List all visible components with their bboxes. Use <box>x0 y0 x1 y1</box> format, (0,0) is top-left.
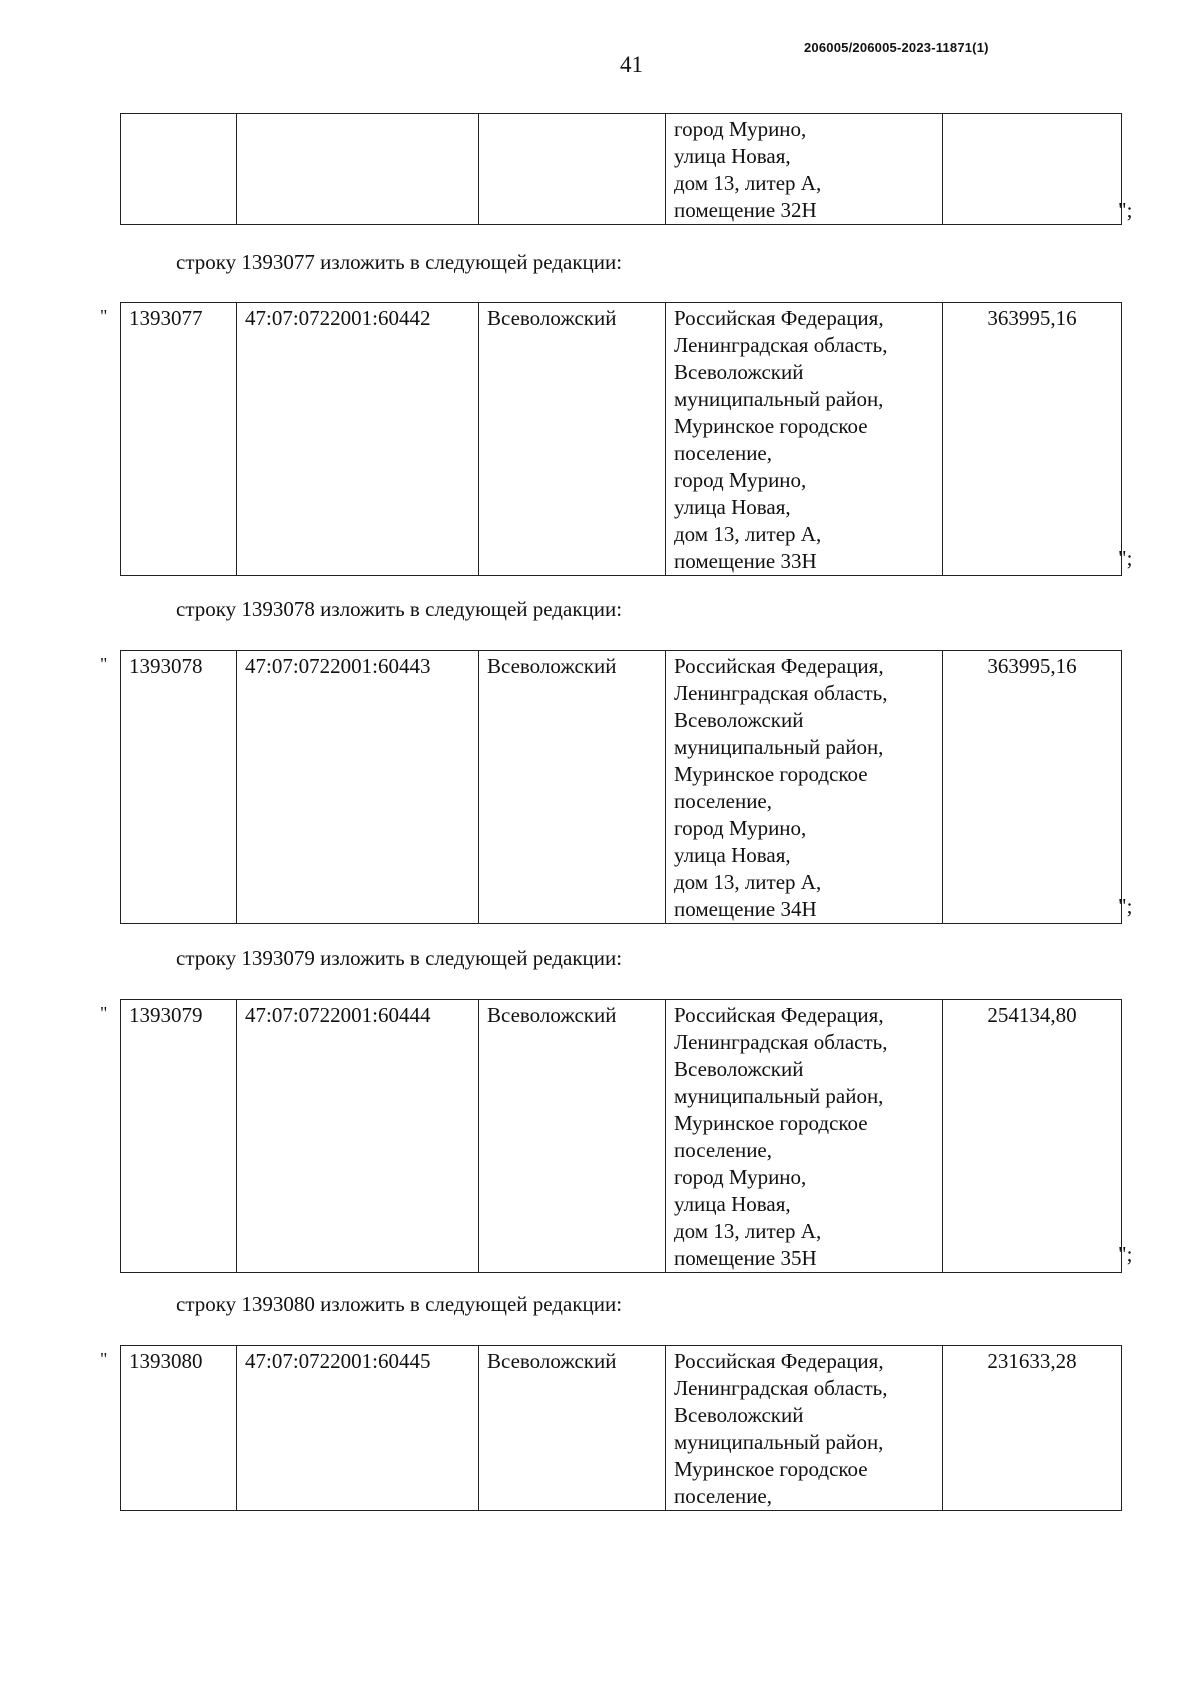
cell-address <box>666 651 943 924</box>
table-row <box>121 651 1122 924</box>
closing-quote: "; <box>1118 1242 1133 1266</box>
address-line: улица Новая, <box>674 144 791 168</box>
closing-quote: "; <box>1118 894 1133 918</box>
cell-value: 363995,16 <box>943 303 1122 576</box>
cell-district: Всеволожский <box>479 651 666 924</box>
address-line: помещение 32Н <box>674 198 817 222</box>
opening-quote: " <box>100 1003 108 1023</box>
instruction-text: строку 1393077 изложить в следующей редакции: <box>176 250 623 274</box>
address-line: муниципальный район, <box>674 387 884 411</box>
instruction-text: строку 1393079 изложить в следующей редакции: <box>176 946 623 970</box>
cell-number: 1393080 <box>121 1346 237 1511</box>
opening-quote: " <box>100 1349 108 1369</box>
address-line: дом 13, литер А, <box>674 870 822 894</box>
cell-district: Всеволожский <box>479 303 666 576</box>
table-entry <box>120 302 1122 576</box>
address-line: Российская Федерация, <box>674 1003 884 1027</box>
cell-address <box>666 1346 943 1511</box>
page-number: 41 <box>620 52 643 77</box>
cell-cadastral: 47:07:0722001:60445 <box>237 1346 479 1511</box>
address-line: Всеволожский <box>674 1057 804 1081</box>
cell-cadastral: 47:07:0722001:60444 <box>237 1000 479 1273</box>
address-line: улица Новая, <box>674 843 791 867</box>
cell-address <box>666 114 943 225</box>
address-line: Ленинградская область, <box>674 1376 888 1400</box>
address-line: Муринское городское <box>674 414 868 438</box>
address-line: поселение, <box>674 1484 773 1508</box>
address-line: Всеволожский <box>674 708 804 732</box>
address-line: Российская Федерация, <box>674 654 884 678</box>
cell-address <box>666 1000 943 1273</box>
address-line: Российская Федерация, <box>674 1349 884 1373</box>
table-row <box>121 303 1122 576</box>
address-line: муниципальный район, <box>674 735 884 759</box>
address-line: Ленинградская область, <box>674 333 888 357</box>
table-continued <box>120 113 1122 225</box>
registration-number: 206005/206005-2023-11871(1) <box>804 40 989 55</box>
address-line: помещение 34Н <box>674 897 817 921</box>
table-entry <box>120 999 1122 1273</box>
address-line: дом 13, литер А, <box>674 171 822 195</box>
cell-value: 363995,16 <box>943 651 1122 924</box>
cell-number: 1393079 <box>121 1000 237 1273</box>
cell-address <box>666 303 943 576</box>
address-line: Муринское городское <box>674 762 868 786</box>
address-line: дом 13, литер А, <box>674 1219 822 1243</box>
cell-value: 254134,80 <box>943 1000 1122 1273</box>
cell-value: 231633,28 <box>943 1346 1122 1511</box>
cell-number: 1393077 <box>121 303 237 576</box>
closing-quote: "; <box>1118 198 1133 222</box>
address-line: Российская Федерация, <box>674 306 884 330</box>
address-line: Всеволожский <box>674 1403 804 1427</box>
address-line: Всеволожский <box>674 360 804 384</box>
address-line: поселение, <box>674 789 773 813</box>
opening-quote: " <box>100 306 108 326</box>
cell-number: 1393078 <box>121 651 237 924</box>
address-line: Ленинградская область, <box>674 681 888 705</box>
address-line: город Мурино, <box>674 1165 807 1189</box>
table-row <box>121 1000 1122 1273</box>
cell-district: Всеволожский <box>479 1000 666 1273</box>
address-line: Ленинградская область, <box>674 1030 888 1054</box>
address-line: поселение, <box>674 1138 773 1162</box>
table-entry <box>120 1345 1122 1511</box>
address-line: помещение 35Н <box>674 1246 817 1270</box>
table-row <box>121 1346 1122 1511</box>
cell-cadastral: 47:07:0722001:60442 <box>237 303 479 576</box>
cell-district: Всеволожский <box>479 1346 666 1511</box>
table-entry <box>120 650 1122 924</box>
opening-quote: " <box>100 654 108 674</box>
cell-cadastral <box>237 114 479 225</box>
address-line: поселение, <box>674 441 773 465</box>
instruction-text: строку 1393080 изложить в следующей редакции: <box>176 1292 623 1316</box>
address-line: город Мурино, <box>674 816 807 840</box>
address-line: помещение 33Н <box>674 549 817 573</box>
cell-district <box>479 114 666 225</box>
address-line: Муринское городское <box>674 1457 868 1481</box>
address-line: улица Новая, <box>674 495 791 519</box>
address-line: дом 13, литер А, <box>674 522 822 546</box>
table-row <box>121 114 1122 225</box>
address-line: муниципальный район, <box>674 1084 884 1108</box>
address-line: Муринское городское <box>674 1111 868 1135</box>
cell-cadastral: 47:07:0722001:60443 <box>237 651 479 924</box>
cell-number <box>121 114 237 225</box>
address-line: улица Новая, <box>674 1192 791 1216</box>
address-line: город Мурино, <box>674 468 807 492</box>
address-line: город Мурино, <box>674 117 807 141</box>
cell-value <box>943 114 1122 225</box>
closing-quote: "; <box>1118 546 1133 570</box>
instruction-text: строку 1393078 изложить в следующей редакции: <box>176 597 623 621</box>
address-line: муниципальный район, <box>674 1430 884 1454</box>
